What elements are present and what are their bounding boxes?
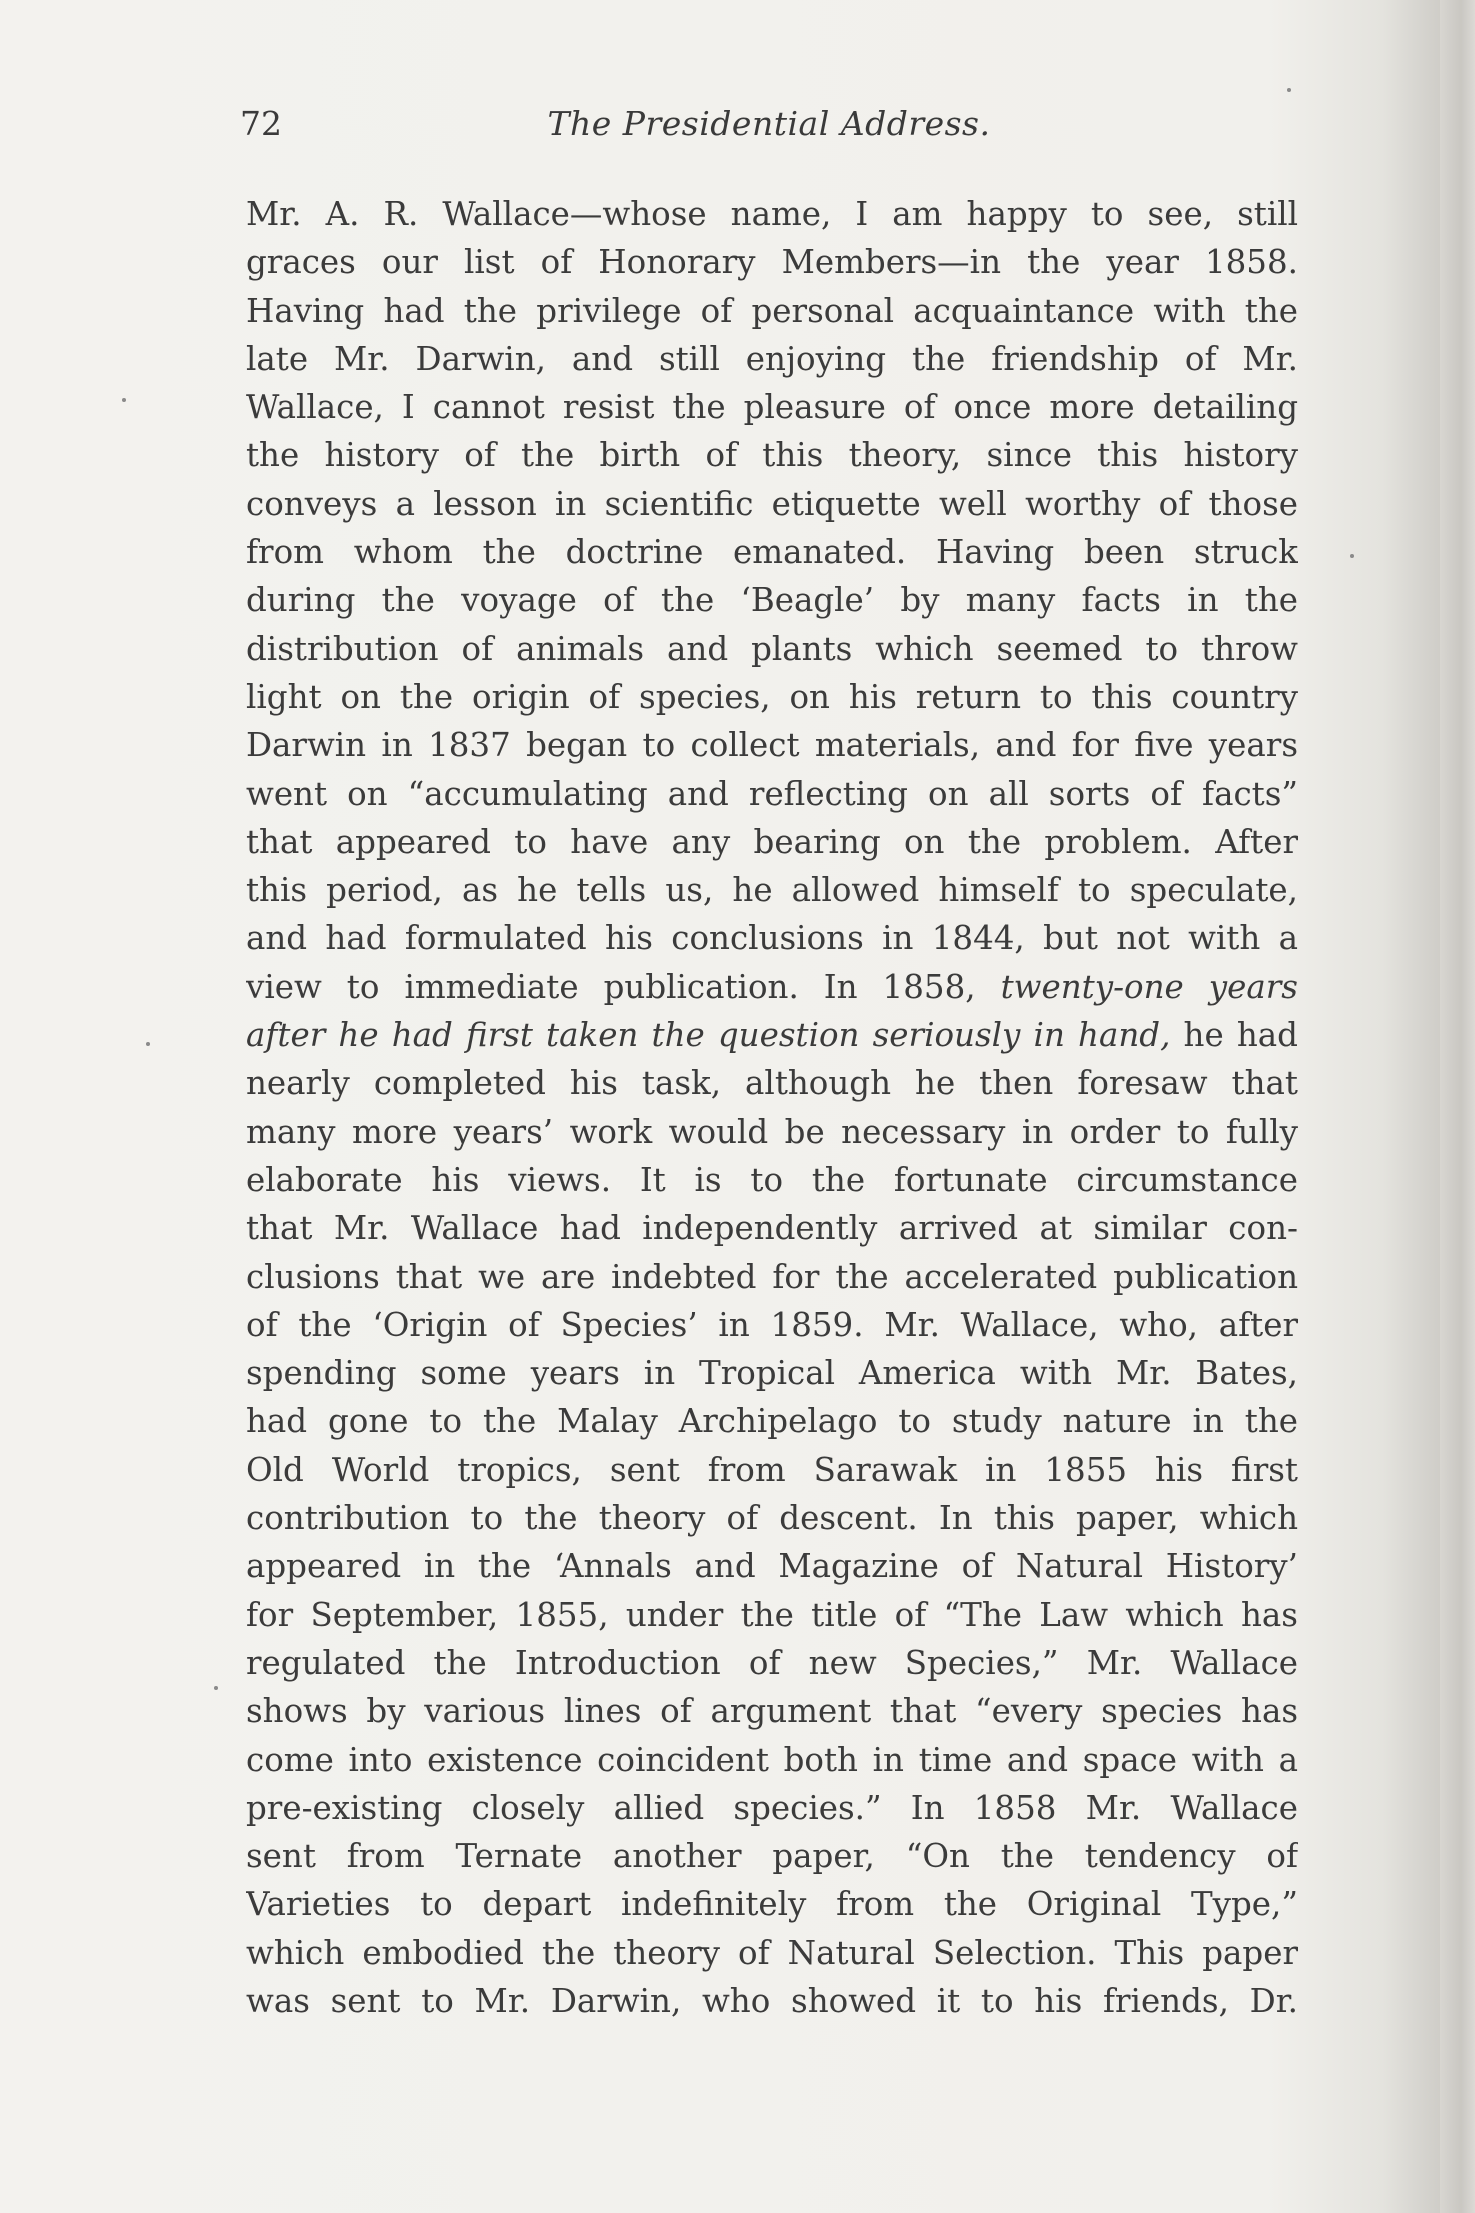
text-line: this period, as he tells us, he allowed himself to speculate,: [246, 871, 1298, 910]
text-line: graces our list of Honorary Members—in the year 1858.: [246, 243, 1298, 282]
text-line: and had formulated his conclusions in 1844, but not with a: [246, 919, 1298, 958]
text-line-roman: view to immediate publication. In 1858,: [246, 967, 976, 1006]
page-edge-shadow: [1440, 0, 1475, 2213]
paper-speck: [1350, 554, 1354, 558]
text-line: that appeared to have any bearing on the problem. After: [246, 822, 1298, 861]
text-line: had gone to the Malay Archipelago to study nature in the: [246, 1402, 1298, 1441]
text-line: which embodied the theory of Natural Selection. This paper: [246, 1933, 1298, 1972]
text-line: Varieties to depart indefinitely from the Original Type,”: [246, 1885, 1298, 1924]
text-line: clusions that we are indebted for the accelerated publication: [246, 1257, 1298, 1296]
italic-phrase: after he had first taken the question seriously in hand,: [246, 1016, 1171, 1055]
text-line: appeared in the ‘Annals and Magazine of Natural History’: [246, 1547, 1298, 1586]
paper-speck: [214, 1686, 218, 1690]
text-line: spending some years in Tropical America with Mr. Bates,: [246, 1354, 1298, 1393]
text-line: elaborate his views. It is to the fortunate circumstance: [246, 1160, 1298, 1199]
text-line: Having had the privilege of personal acquaintance with the: [246, 291, 1298, 330]
text-line-mixed: [246, 1011, 1298, 1059]
text-line: Darwin in 1837 began to collect materials, and for five years: [246, 726, 1298, 765]
text-line: Old World tropics, sent from Sarawak in 1855 his first: [246, 1450, 1298, 1489]
text-line: contribution to the theory of descent. In this paper, which: [246, 1499, 1298, 1538]
text-line: during the voyage of the ‘Beagle’ by many facts in the: [246, 581, 1298, 620]
text-line: light on the origin of species, on his return to this country: [246, 677, 1298, 716]
italic-phrase: twenty-one years: [1000, 967, 1298, 1006]
text-line: Mr. A. R. Wallace—whose name, I am happy to see, still: [246, 195, 1298, 233]
text-line: of the ‘Origin of Species’ in 1859. Mr. Wallace, who, after: [246, 1305, 1298, 1344]
text-line: pre-existing closely allied species.” In 1858 Mr. Wallace: [246, 1788, 1298, 1827]
text-line: nearly completed his task, although he then foresaw that: [246, 1064, 1298, 1103]
body-text: [246, 190, 1298, 2025]
text-line: that Mr. Wallace had independently arrived at similar con-: [246, 1209, 1298, 1248]
text-line: shows by various lines of argument that “every species has: [246, 1692, 1298, 1731]
paper-speck: [1287, 88, 1291, 92]
page-number: 72: [240, 104, 282, 143]
text-line: went on “accumulating and reflecting on all sorts of facts”: [246, 774, 1298, 813]
paper-speck: [146, 1042, 150, 1046]
text-line: distribution of animals and plants which seemed to throw: [246, 629, 1298, 668]
text-line: from whom the doctrine emanated. Having been struck: [246, 533, 1298, 572]
text-line-roman: he had: [1170, 1016, 1298, 1055]
page-header: [240, 104, 1298, 152]
running-title: The Presidential Address.: [547, 104, 991, 143]
text-line: come into existence coincident both in time and space with a: [246, 1740, 1298, 1779]
text-line: regulated the Introduction of new Species,” Mr. Wallace: [246, 1643, 1298, 1682]
text-line: for September, 1855, under the title of “The Law which has: [246, 1595, 1298, 1634]
text-line: many more years’ work would be necessary in order to fully: [246, 1112, 1298, 1151]
text-line: sent from Ternate another paper, “On the tendency of: [246, 1837, 1298, 1876]
text-line: conveys a lesson in scientific etiquette well worthy of those: [246, 484, 1298, 523]
text-line: the history of the birth of this theory, since this history: [246, 436, 1298, 475]
text-line: late Mr. Darwin, and still enjoying the friendship of Mr.: [246, 339, 1298, 378]
paper-speck: [122, 398, 126, 402]
text-line: Wallace, I cannot resist the pleasure of once more detailing: [246, 388, 1298, 427]
text-line: was sent to Mr. Darwin, who showed it to his friends, Dr.: [246, 1981, 1298, 2020]
text-line-mixed: [246, 963, 1298, 1011]
